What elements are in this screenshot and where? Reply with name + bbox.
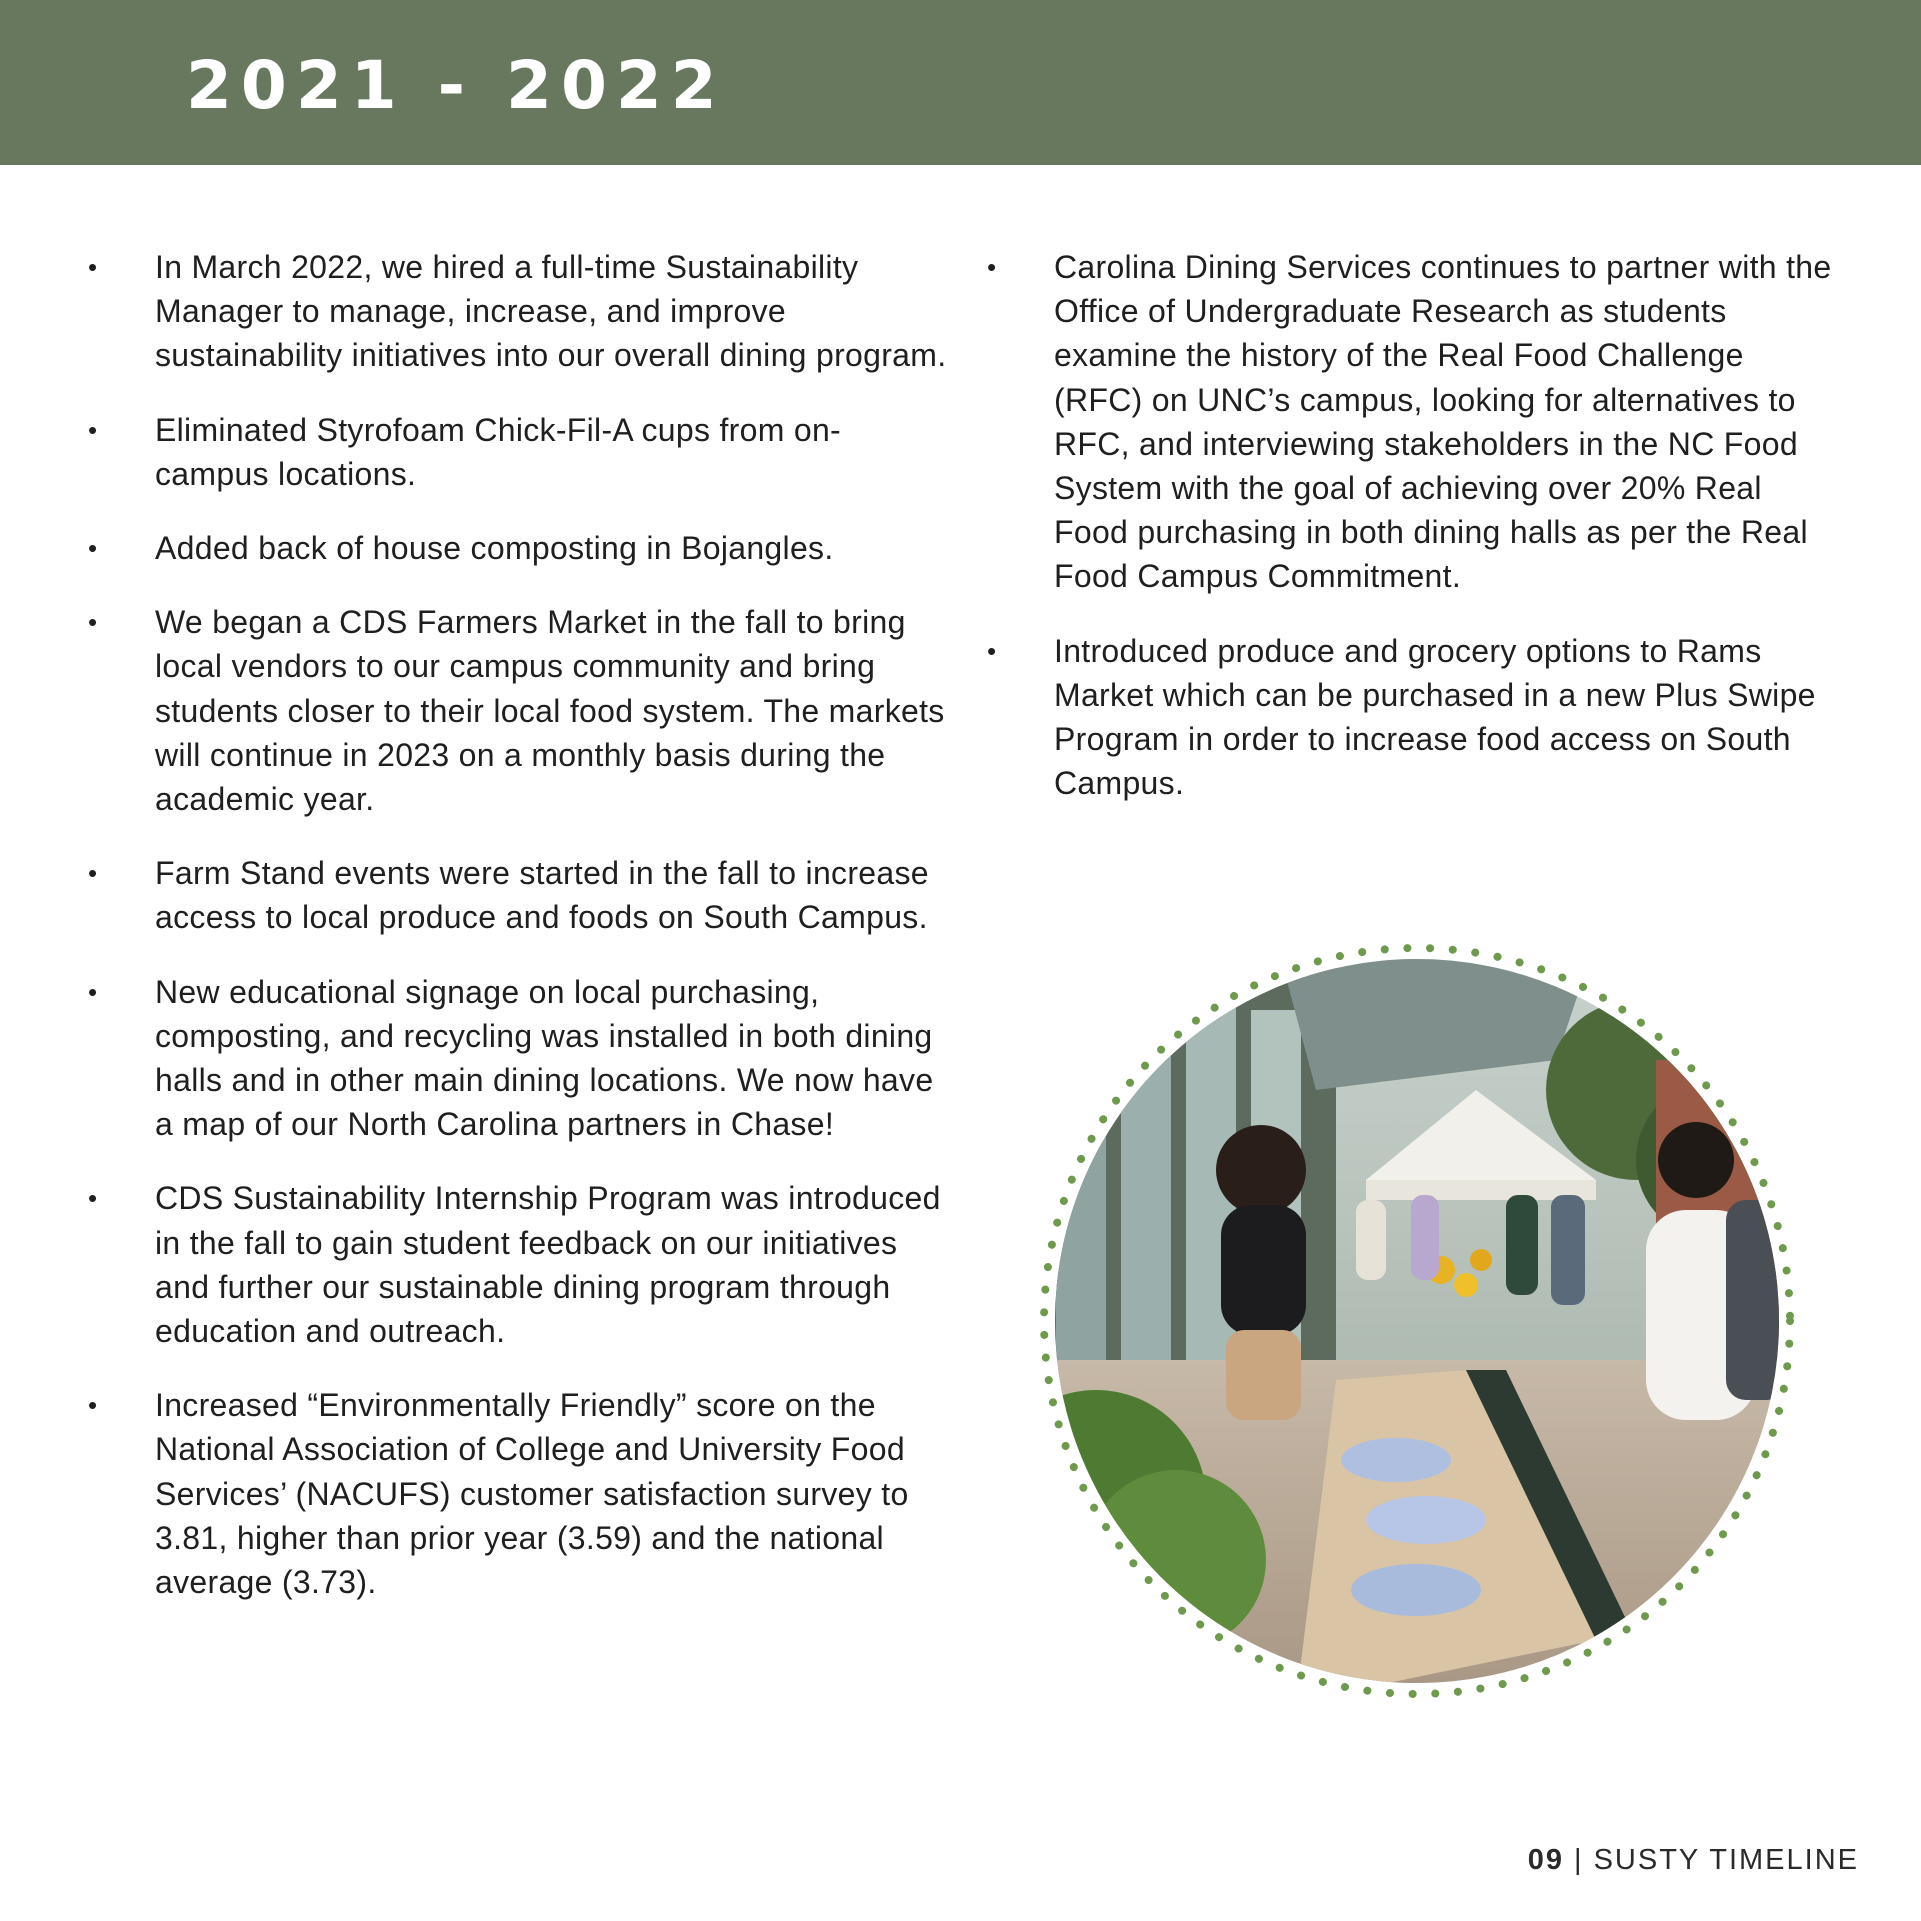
right-bullet-list bbox=[987, 245, 1837, 835]
list-item-text: Increased “Environmentally Friendly” score on the National Association of College and University Food Services’ (NACUFS) customer satisfaction survey to 3.81, higher than prior year (3.59) and the national average (3.73). bbox=[155, 1387, 909, 1601]
bullet-icon: • bbox=[88, 858, 98, 889]
list-item-text: New educational signage on local purchasing, composting, and recycling was installed in both dining halls and in other main dining locations. We now have a map of our North Carolina partners in Chase! bbox=[155, 973, 934, 1143]
bullet-icon: • bbox=[88, 414, 98, 445]
list-item-text: Farm Stand events were started in the fall to increase access to local produce and foods on South Campus. bbox=[155, 855, 929, 936]
bullet-icon: • bbox=[88, 607, 98, 638]
page-title: 2021 - 2022 bbox=[186, 47, 726, 124]
list-item bbox=[88, 526, 948, 570]
bullet-icon: • bbox=[88, 976, 98, 1007]
list-item-text: Eliminated Styrofoam Chick-Fil-A cups from on-campus locations. bbox=[155, 411, 842, 492]
list-item-text: Introduced produce and grocery options to Rams Market which can be purchased in a new Plus Swipe Program in order to increase food access on South Campus. bbox=[1054, 632, 1816, 802]
list-item bbox=[88, 851, 948, 939]
header-band bbox=[0, 0, 1921, 165]
bullet-icon: • bbox=[88, 1183, 98, 1214]
bullet-icon: • bbox=[88, 533, 98, 564]
list-item bbox=[987, 245, 1837, 599]
list-item-text: CDS Sustainability Internship Program was introduced in the fall to gain student feedback on our initiatives and further our sustainable dining program through education and outreach. bbox=[155, 1180, 941, 1350]
bullet-icon: • bbox=[88, 252, 98, 282]
farmers-market-photo bbox=[1036, 940, 1798, 1702]
left-bullet-list bbox=[88, 245, 948, 1634]
page-number: 09 bbox=[1527, 1844, 1565, 1876]
list-item-text: In March 2022, we hired a full-time Sustainability Manager to manage, increase, and improve sustainability initiatives into our overall dining program. bbox=[155, 249, 947, 374]
list-item bbox=[88, 245, 948, 378]
section-name: SUSTY TIMELINE bbox=[1593, 1844, 1859, 1876]
bullet-icon: • bbox=[88, 1390, 98, 1421]
list-item bbox=[88, 600, 948, 821]
list-item bbox=[88, 970, 948, 1147]
footer-separator: | bbox=[1574, 1844, 1584, 1876]
bullet-icon: • bbox=[987, 252, 997, 282]
photo-illustration bbox=[1036, 940, 1798, 1702]
list-item bbox=[987, 629, 1837, 806]
bullet-icon: • bbox=[987, 635, 997, 666]
page-footer bbox=[1528, 1842, 1859, 1878]
list-item bbox=[88, 1176, 948, 1353]
list-item-text: Added back of house composting in Bojangles. bbox=[155, 530, 834, 567]
list-item bbox=[88, 408, 948, 496]
list-item-text: We began a CDS Farmers Market in the fall to bring local vendors to our campus community and bring students closer to their local food system. The markets will continue in 2023 on a monthly basis during the academic year. bbox=[155, 604, 945, 818]
list-item bbox=[88, 1383, 948, 1604]
list-item-text: Carolina Dining Services continues to partner with the Office of Undergraduate Research as students examine the history of the Real Food Challenge (RFC) on UNC’s campus, looking for alternatives to RFC, and interviewing stakeholders in the NC Food System with the goal of achieving over 20% Real Food purchasing in both dining halls as per the Real Food Campus Commitment. bbox=[1054, 249, 1832, 595]
